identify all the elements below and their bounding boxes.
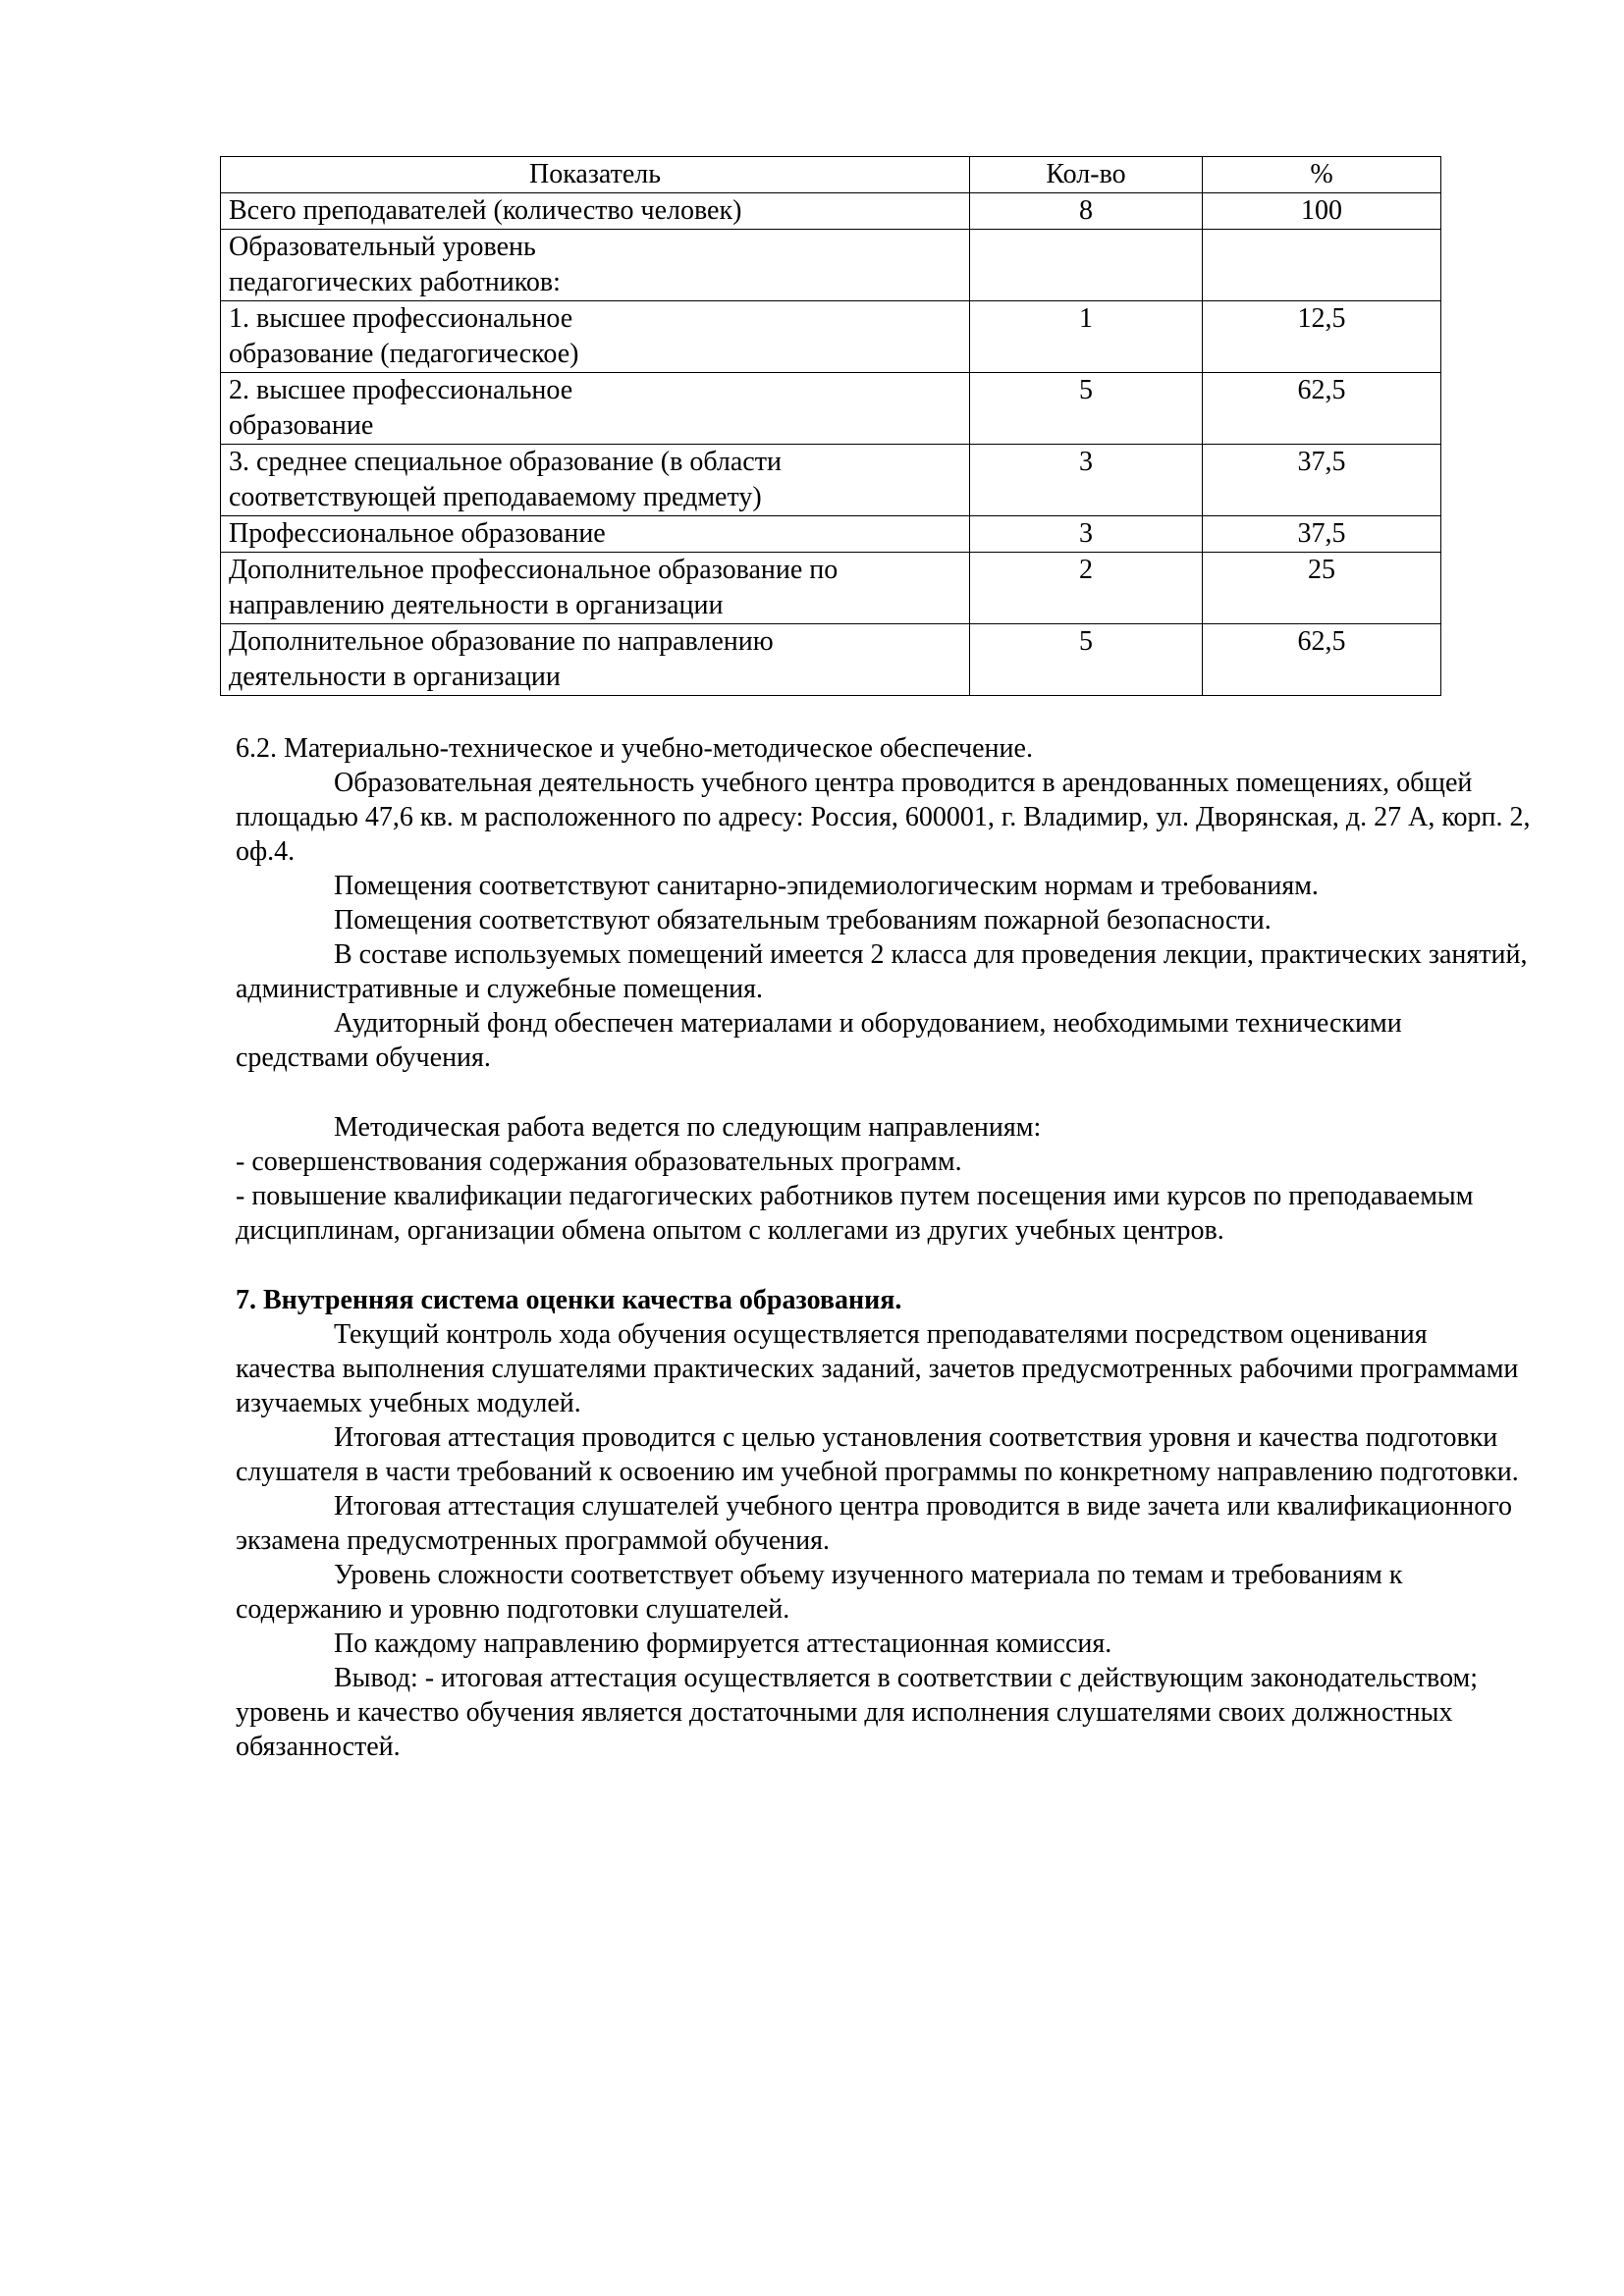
table-row [221,553,1441,624]
percent-cell: 100 [1203,193,1441,230]
indicator-cell: 1. высшее профессиональное образование (педагогическое) [221,301,970,373]
table-row [221,301,1441,373]
count-cell: 8 [970,193,1203,230]
list-item: - повышение квалификации педагогических работников путем посещения ими курсов по преподаваемым дисциплинам, организации обмена опытом с коллегами из других учебных центров. [236,1181,1474,1246]
table-row [221,373,1441,445]
indicator-cell: Образовательный уровень педагогических работников: [221,230,970,301]
percent-cell [1203,230,1441,301]
document-body [236,731,1532,1764]
count-cell: 5 [970,624,1203,696]
table-row [221,193,1441,230]
section-6-2-heading: 6.2. Материально-техническое и учебно-методическое обеспечение. [236,733,1033,764]
paragraph: Помещения соответствуют санитарно-эпидемиологическим нормам и требованиям. [334,871,1319,901]
table-header-row [221,157,1441,193]
paragraph: Вывод: - итоговая аттестация осуществляется в соответствии с действующим законодательством; уровень и качество обучения является достаточными для исполнения слушателями своих должностных обязанностей. [236,1663,1479,1762]
indicator-cell: Всего преподавателей (количество человек) [221,193,970,230]
percent-cell: 12,5 [1203,301,1441,373]
indicator-cell: Дополнительное профессиональное образование по направлению деятельности в организации [221,553,970,624]
percent-cell: 62,5 [1203,624,1441,696]
header-indicator: Показатель [221,157,970,193]
paragraph: Образовательная деятельность учебного центра проводится в арендованных помещениях, общей площадью 47,6 кв. м расположенного по адресу: Россия, 600001, г. Владимир, ул. Дворянская, д. 27 А, корп. 2, оф.4. [236,768,1531,867]
percent-cell: 25 [1203,553,1441,624]
count-cell: 2 [970,553,1203,624]
list-item: - совершенствования содержания образовательных программ. [236,1147,962,1177]
count-cell [970,230,1203,301]
paragraph: Итоговая аттестация проводится с целью установления соответствия уровня и качества подготовки слушателя в части требований к освоению им учебной программы по конкретному направлению подготовки. [236,1422,1519,1487]
staff-table [220,156,1441,696]
table-row [221,230,1441,301]
count-cell: 3 [970,445,1203,516]
indicator-cell: Дополнительное образование по направлению деятельности в организации [221,624,970,696]
table-row [221,624,1441,696]
paragraph: В составе используемых помещений имеется 2 класса для проведения лекции, практических занятий, административные и служебные помещения. [236,939,1528,1004]
table-row [221,445,1441,516]
paragraph: Текущий контроль хода обучения осуществляется преподавателями посредством оценивания качества выполнения слушателями практических заданий, зачетов предусмотренных рабочими программами изучаемых учебных модулей. [236,1319,1519,1418]
table-row [221,516,1441,553]
indicator-cell: 3. среднее специальное образование (в области соответствующей преподаваемому предмету) [221,445,970,516]
paragraph: Итоговая аттестация слушателей учебного центра проводится в виде зачета или квалификационного экзамена предусмотренных программой обучения. [236,1491,1513,1556]
count-cell: 1 [970,301,1203,373]
header-count: Кол-во [970,157,1203,193]
section-7-heading: 7. Внутренняя система оценки качества образования. [236,1285,902,1315]
header-percent: % [1203,157,1441,193]
paragraph: Помещения соответствуют обязательным требованиям пожарной безопасности. [334,905,1272,935]
paragraph: Аудиторный фонд обеспечен материалами и оборудованием, необходимыми техническими средствами обучения. [236,1008,1402,1073]
paragraph: Методическая работа ведется по следующим направлениям: [334,1112,1042,1143]
paragraph: Уровень сложности соответствует объему изученного материала по темам и требованиям к содержанию и уровню подготовки слушателей. [236,1560,1403,1625]
count-cell: 3 [970,516,1203,553]
percent-cell: 37,5 [1203,445,1441,516]
percent-cell: 62,5 [1203,373,1441,445]
indicator-cell: Профессиональное образование [221,516,970,553]
percent-cell: 37,5 [1203,516,1441,553]
count-cell: 5 [970,373,1203,445]
indicator-cell: 2. высшее профессиональное образование [221,373,970,445]
paragraph: По каждому направлению формируется аттестационная комиссия. [334,1629,1112,1659]
